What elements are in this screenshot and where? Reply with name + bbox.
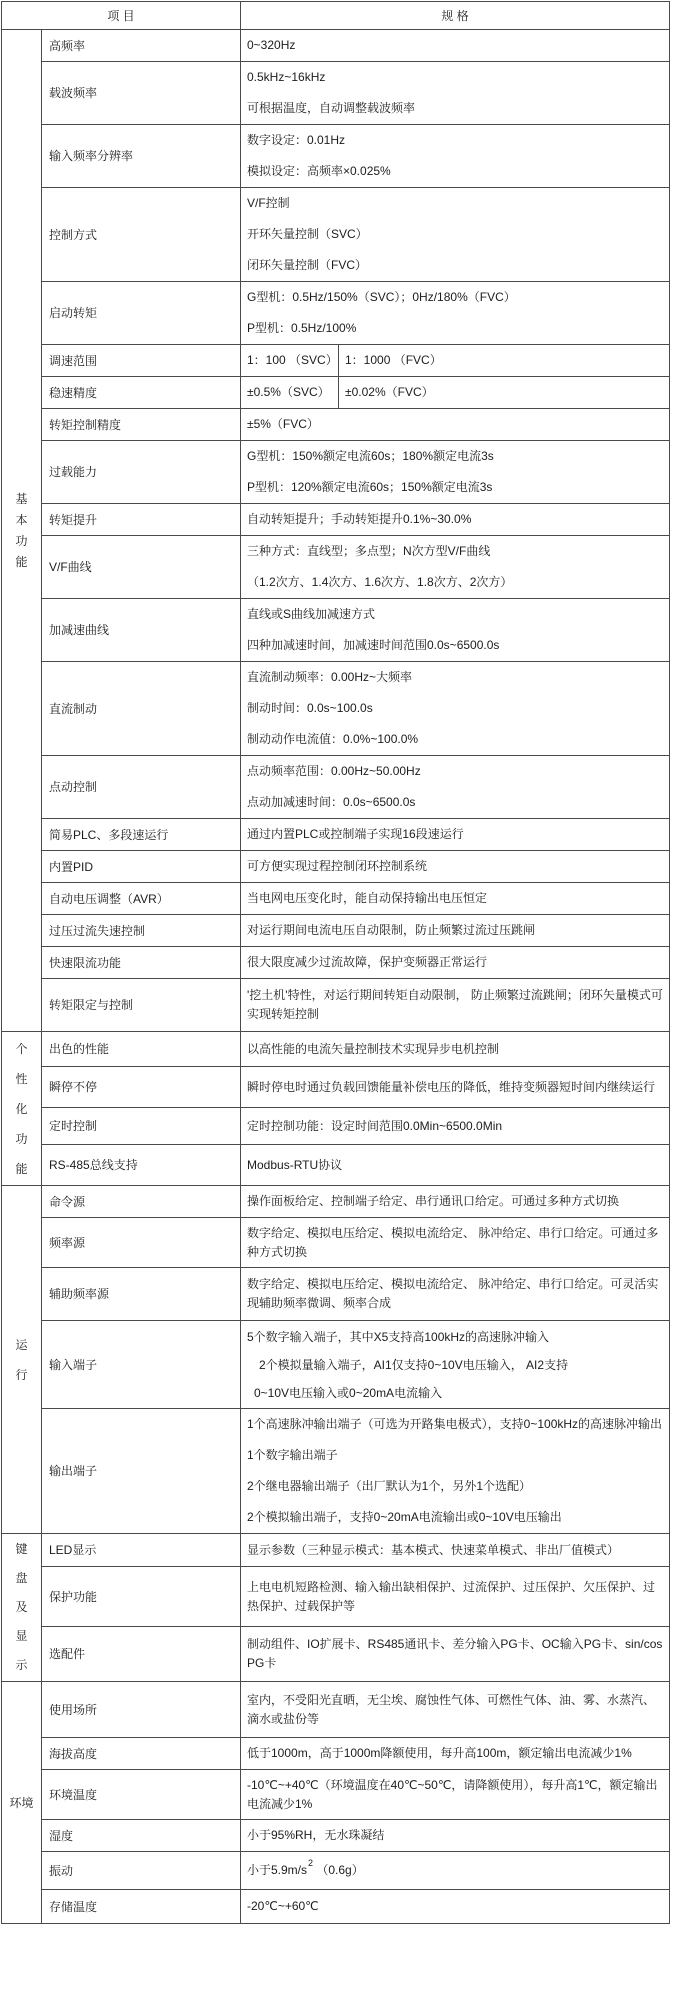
spec-cell [241, 1534, 670, 1567]
spec-line: 制动时间：0.0s~100.0s [247, 701, 373, 715]
item-label: RS-485总线支持 [49, 1158, 138, 1172]
spec-line: 低于1000m，高于1000m降额使用，每升高100m，额定输出电流减少1% [247, 1746, 632, 1760]
table-row [2, 30, 670, 62]
spec-cell [241, 1852, 670, 1890]
spec-line: 2个模拟输出端子，支持0~20mA电流输出或0~10V电压输出 [247, 1510, 562, 1524]
item-label: 点动控制 [49, 780, 98, 794]
category-cell-operation [2, 1186, 42, 1534]
item-label: 内置PID [49, 859, 94, 874]
item-cell [42, 1682, 241, 1738]
item-label: 存储温度 [49, 1899, 98, 1914]
table-row [2, 409, 670, 441]
table-row [2, 599, 670, 662]
header-spec-cell [241, 2, 670, 30]
table-row [2, 1627, 670, 1682]
item-label: 保护功能 [49, 1589, 98, 1604]
table-row [2, 282, 670, 345]
item-cell [42, 377, 241, 409]
table-row [2, 1682, 670, 1738]
spec-cell [241, 504, 670, 536]
item-label: 输入端子 [49, 1357, 98, 1372]
table-row [2, 1032, 670, 1067]
spec-cell [241, 1682, 670, 1738]
item-label: 快速限流功能 [49, 955, 122, 970]
spec-text: 上电电机短路检测、输入输出缺相保护、过流保护、过压保护、欠压保护、过热保护、过载保护等 [247, 1579, 656, 1613]
spec-line: 操作面板给定、控制端子给定、串行通讯口给定。可通过多种方式切换 [247, 1194, 620, 1208]
table-row [2, 1268, 670, 1321]
category-cell-basic [2, 30, 42, 1032]
spec-line: 2个模拟量输入端子，AI1仅支持0~10V电压输入， AI2支持 [259, 1357, 569, 1372]
spec-cell [241, 1145, 670, 1186]
spec-cell [241, 30, 670, 62]
item-label: 稳速精度 [49, 385, 98, 400]
spec-line: 闭环矢量控制（FVC） [247, 258, 368, 272]
spec-line: 2个继电器输出端子（出厂默认为1个，另外1个选配） [247, 1479, 532, 1493]
item-cell [42, 125, 241, 188]
spec-text: 数字给定、模拟电压给定、模拟电流给定、 脉冲给定、串行口给定。可通过多种方式切换 [247, 1225, 659, 1259]
table-row [2, 345, 670, 377]
item-cell [42, 1627, 241, 1682]
spec-line: 可根据温度，自动调整载波频率 [247, 101, 416, 115]
spec-line: 1个数字输出端子 [247, 1448, 338, 1462]
spec-line: 模拟设定：高频率×0.025% [247, 164, 391, 178]
spec-line: 1：1000 （FVC） [345, 353, 442, 367]
spec-line: P型机：0.5Hz/100% [247, 321, 357, 335]
table-row [2, 1067, 670, 1108]
table-row [2, 1534, 670, 1567]
spec-text: -10℃~+40℃（环境温度在40℃~50℃，请降额使用），每升高1℃，额定输出电流减少1% [247, 1777, 658, 1811]
spec-cell-right [339, 345, 670, 377]
spec-line: G型机：150%额定电流60s；180%额定电流3s [247, 449, 494, 463]
spec-cell [241, 441, 670, 504]
table-row [2, 979, 670, 1032]
category-label: 环境 [9, 1795, 34, 1810]
item-cell [42, 1032, 241, 1067]
spec-line: G型机：0.5Hz/150%（SVC）；0Hz/180%（FVC） [247, 290, 516, 304]
item-cell [42, 1108, 241, 1145]
spec-line: P型机：120%额定电流60s；150%额定电流3s [247, 480, 493, 494]
table-row [2, 851, 670, 883]
table-row [2, 377, 670, 409]
item-label: 辅助频率源 [49, 1287, 110, 1301]
spec-line: 可方便实现过程控制闭环控制系统 [247, 859, 428, 873]
item-cell [42, 1890, 241, 1924]
item-cell [42, 1145, 241, 1186]
spec-line: 1个高速脉冲输出端子（可选为开路集电极式），支持0~100kHz的高速脉冲输出 [247, 1417, 663, 1431]
spec-line: 以高性能的电流矢量控制技术实现异步电机控制 [247, 1041, 500, 1056]
item-label: 载波频率 [49, 86, 98, 100]
table-row [2, 1218, 670, 1268]
table-row [2, 883, 670, 915]
table-row [2, 915, 670, 947]
table-row [2, 188, 670, 282]
item-cell [42, 947, 241, 979]
spec-line [247, 1855, 666, 1886]
item-cell [42, 883, 241, 915]
item-label: 湿度 [49, 1828, 74, 1843]
item-cell [42, 441, 241, 504]
spec-text: 室内，不受阳光直晒，无尘埃、腐蚀性气体、可燃性气体、油、雾、水蒸汽、滴水或盐份等 [247, 1692, 656, 1726]
spec-cell [241, 282, 670, 345]
item-cell [42, 188, 241, 282]
spec-cell [241, 1627, 670, 1682]
spec-cell [241, 915, 670, 947]
spec-cell [241, 851, 670, 883]
item-label: 简易PLC、多段速运行 [49, 827, 169, 842]
table-row [2, 756, 670, 819]
table-row [2, 662, 670, 756]
spec-text: 制动组件、IO扩展卡、RS485通讯卡、差分输入PG卡、OC输入PG卡、sin/cos PG卡 [247, 1637, 663, 1670]
item-label: 转矩提升 [49, 512, 98, 527]
header-item-label: 项 目 [107, 9, 135, 23]
spec-cell [241, 1321, 670, 1409]
item-cell [42, 536, 241, 599]
category-label: 键盘及显示 [15, 1542, 28, 1672]
spec-line: 0.5kHz~16kHz [247, 70, 326, 84]
table-row [2, 1820, 670, 1852]
spec-cell [241, 883, 670, 915]
spec-cell-right [339, 377, 670, 409]
item-label: 自动电压调整（AVR） [49, 891, 169, 906]
spec-line: 点动频率范围：0.00Hz~50.00Hz [247, 764, 421, 778]
item-label: 高频率 [49, 38, 86, 53]
item-label: V/F曲线 [49, 560, 92, 574]
item-cell [42, 345, 241, 377]
spec-cell [241, 1032, 670, 1067]
item-label: LED显示 [49, 1543, 97, 1557]
spec-line: 当电网电压变化时，能自动保持输出电压恒定 [247, 891, 488, 905]
spec-line: 5个数字输入端子，其中X5支持高100kHz的高速脉冲输入 [247, 1329, 550, 1344]
spec-line: 数字设定：0.01Hz [247, 133, 346, 147]
item-label: 海拔高度 [49, 1746, 98, 1761]
table-row [2, 536, 670, 599]
spec-cell [241, 188, 670, 282]
spec-cell [241, 62, 670, 125]
item-cell [42, 756, 241, 819]
spec-cell [241, 125, 670, 188]
spec-cell [241, 947, 670, 979]
spec-line: 四种加减速时间，加减速时间范围0.0s~6500.0s [247, 638, 500, 652]
spec-line: ±5%（FVC） [247, 417, 319, 431]
spec-cell [241, 1218, 670, 1268]
spec-cell-left [241, 377, 339, 409]
item-cell [42, 1268, 241, 1321]
spec-cell [241, 819, 670, 851]
spec-line: 小于95%RH，无水珠凝结 [247, 1828, 385, 1842]
spec-line: -20℃~+60℃ [247, 1899, 319, 1913]
spec-line: 0~10V电压输入或0~20mA电流输入 [254, 1385, 443, 1400]
item-cell [42, 1567, 241, 1627]
item-cell [42, 1770, 241, 1820]
table-row [2, 1890, 670, 1924]
item-cell [42, 1409, 241, 1534]
item-label: 直流制动 [49, 701, 98, 716]
item-cell [42, 662, 241, 756]
spec-line: 直线或S曲线加减速方式 [247, 607, 376, 621]
spec-line: 定时控制功能：设定时间范围0.0Min~6500.0Min [247, 1118, 503, 1133]
category-label: 基本功能 [15, 491, 28, 569]
item-label: 命令源 [49, 1194, 86, 1209]
header-item-cell [2, 2, 241, 30]
item-cell [42, 1321, 241, 1409]
spec-line: 三种方式：直线型；多点型；N次方型V/F曲线 [247, 544, 491, 558]
item-cell [42, 62, 241, 125]
spec-line: 开环矢量控制（SVC） [247, 227, 368, 241]
spec-line: 直流制动频率：0.00Hz~大频率 [247, 670, 413, 684]
spec-line: 制动动作电流值：0.0%~100.0% [247, 732, 419, 746]
vibration-g-value: （0.6g） [313, 1863, 364, 1877]
item-label: 启动转矩 [49, 306, 98, 320]
item-cell [42, 819, 241, 851]
item-label: 瞬停不停 [49, 1080, 98, 1094]
table-row [2, 947, 670, 979]
spec-cell [241, 1738, 670, 1770]
table-row [2, 1321, 670, 1409]
spec-cell [241, 1268, 670, 1321]
spec-cell [241, 756, 670, 819]
item-cell [42, 30, 241, 62]
item-label: 出色的性能 [49, 1042, 110, 1056]
item-label: 振动 [49, 1863, 74, 1878]
spec-line: 通过内置PLC或控制端子实现16段速运行 [247, 827, 464, 841]
table-row [2, 1738, 670, 1770]
item-label: 选配件 [49, 1647, 86, 1661]
header-spec-label: 规 格 [441, 9, 469, 23]
spec-cell [241, 409, 670, 441]
spec-cell [241, 1409, 670, 1534]
item-cell [42, 1186, 241, 1218]
item-cell [42, 1067, 241, 1108]
spec-cell [241, 1890, 670, 1924]
spec-line: Modbus-RTU协议 [247, 1157, 343, 1172]
table-row [2, 62, 670, 125]
table-row [2, 504, 670, 536]
spec-table-body [2, 2, 670, 1924]
category-cell-keypad-display [2, 1534, 42, 1682]
item-label: 加减速曲线 [49, 623, 110, 637]
item-label: 过载能力 [49, 465, 98, 479]
item-label: 转矩控制精度 [49, 417, 122, 432]
item-label: 环境温度 [49, 1787, 98, 1802]
spec-cell [241, 662, 670, 756]
spec-cell [241, 1108, 670, 1145]
item-label: 使用场所 [49, 1702, 98, 1717]
spec-line: 瞬时停电时通过负载回馈能量补偿电压的降低，维持变频器短时间内继续运行 [247, 1079, 656, 1094]
spec-cell [241, 1067, 670, 1108]
spec-line: 很大限度减少过流故障，保护变频器正常运行 [247, 955, 488, 969]
spec-line: ±0.5%（SVC） [247, 385, 330, 399]
spec-text: '挖土机'特性，对运行期间转矩自动限制， 防止频繁过流跳闸；闭环矢量模式可实现转矩控制 [247, 988, 663, 1021]
item-label: 转矩限定与控制 [49, 998, 134, 1012]
category-label: 个性化功能 [15, 1041, 28, 1176]
item-cell [42, 851, 241, 883]
item-label: 调速范围 [49, 353, 98, 368]
spec-cell [241, 536, 670, 599]
category-cell-environment [2, 1682, 42, 1924]
spec-cell-left [241, 345, 339, 377]
table-row [2, 1567, 670, 1627]
item-label: 定时控制 [49, 1119, 98, 1133]
table-row [2, 1108, 670, 1145]
table-row [2, 125, 670, 188]
table-row [2, 1145, 670, 1186]
spec-line: ±0.02%（FVC） [345, 385, 434, 399]
item-label: 频率源 [49, 1235, 86, 1250]
spec-cell [241, 599, 670, 662]
item-cell [42, 504, 241, 536]
item-cell [42, 1738, 241, 1770]
spec-line: （1.2次方、1.4次方、1.6次方、1.8次方、2次方） [247, 575, 513, 589]
item-label: 过压过流失速控制 [49, 923, 146, 938]
spec-line: V/F控制 [247, 196, 290, 210]
item-cell [42, 1218, 241, 1268]
spec-line: 点动加减速时间：0.0s~6500.0s [247, 795, 416, 809]
table-row [2, 819, 670, 851]
table-row [2, 1409, 670, 1534]
spec-cell [241, 1567, 670, 1627]
spec-cell [241, 979, 670, 1032]
spec-line: 显示参数（三种显示模式：基本模式、快速菜单模式、非出厂值模式） [247, 1542, 620, 1557]
item-cell [42, 409, 241, 441]
item-label: 输入频率分辨率 [49, 149, 134, 163]
table-row [2, 1186, 670, 1218]
table-row [2, 441, 670, 504]
item-cell [42, 1852, 241, 1890]
item-label: 输出端子 [49, 1464, 98, 1478]
item-cell [42, 1534, 241, 1567]
item-cell [42, 979, 241, 1032]
category-cell-personalized [2, 1032, 42, 1186]
category-label: 运行 [15, 1337, 28, 1382]
vibration-exponent: 2 [308, 1858, 314, 1868]
spec-table [1, 1, 670, 1924]
spec-line: 对运行期间电流电压自动限制，防止频繁过流过压跳闸 [247, 923, 536, 937]
item-cell [42, 915, 241, 947]
spec-line: 0~320Hz [247, 38, 296, 52]
item-cell [42, 1820, 241, 1852]
item-cell [42, 282, 241, 345]
vibration-value: 小于5.9m/s [247, 1863, 308, 1877]
item-cell [42, 599, 241, 662]
spec-cell [241, 1770, 670, 1820]
spec-text: 数字给定、模拟电压给定、模拟电流给定、 脉冲给定、串行口给定。可灵活实现辅助频率微调、频率合成 [247, 1277, 659, 1310]
spec-cell [241, 1820, 670, 1852]
spec-line: 自动转矩提升；手动转矩提升0.1%~30.0% [247, 512, 472, 526]
table-header [2, 2, 670, 30]
table-row [2, 1770, 670, 1820]
item-label: 控制方式 [49, 227, 98, 242]
table-row [2, 1852, 670, 1890]
spec-cell [241, 1186, 670, 1218]
spec-line: 1：100 （SVC） [247, 353, 338, 367]
